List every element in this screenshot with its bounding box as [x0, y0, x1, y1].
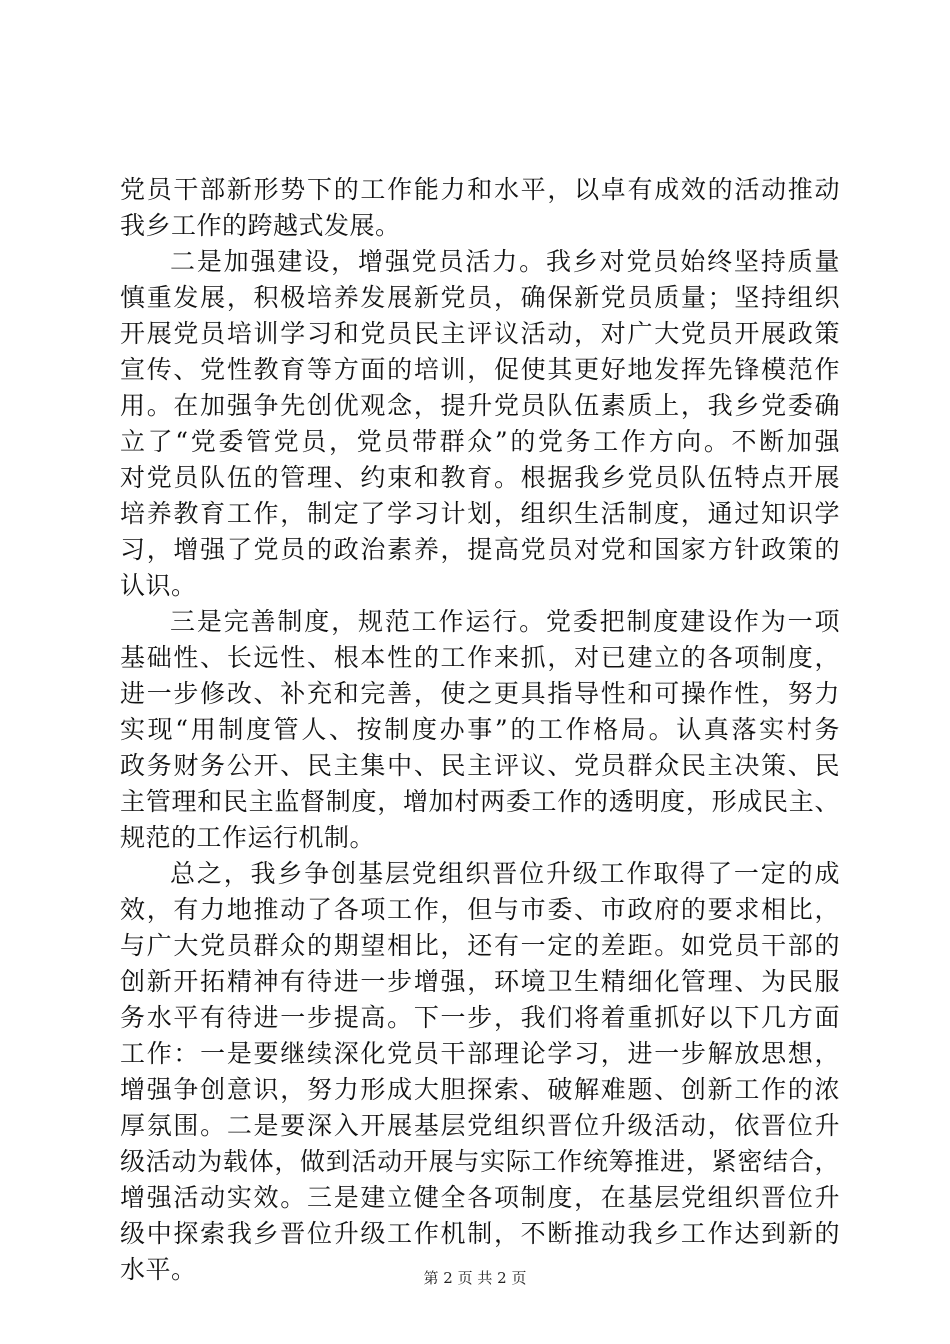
- text-line: 我乡工作的跨越式发展。: [120, 211, 401, 240]
- text-line: 规范的工作运行机制。: [120, 823, 376, 852]
- text-line: 培养教育工作，制定了学习计划，组织生活制度，通过知识学: [120, 499, 840, 528]
- text-line: 二是加强建设，增强党员活力。我乡对党员始终坚持质量: [170, 247, 840, 276]
- text-line: 增强争创意识，努力形成大胆探索、破解难题、创新工作的浓: [120, 1075, 840, 1104]
- text-line: 创新开拓精神有待进一步增强，环境卫生精细化管理、为民服: [120, 967, 840, 996]
- text-line: 主管理和民主监督制度，增加村两委工作的透明度，形成民主、: [120, 787, 840, 816]
- text-line: 开展党员培训学习和党员民主评议活动，对广大党员开展政策: [120, 319, 840, 348]
- text-line: 用。在加强争先创优观念，提升党员队伍素质上，我乡党委确: [120, 391, 840, 420]
- text-line: 实现“用制度管人、按制度办事”的工作格局。认真落实村务: [120, 715, 840, 744]
- text-line: 厚氛围。二是要深入开展基层党组织晋位升级活动，依晋位升: [120, 1111, 840, 1140]
- text-line: 基础性、长远性、根本性的工作来抓，对已建立的各项制度，: [120, 643, 840, 672]
- text-line: 政务财务公开、民主集中、民主评议、党员群众民主决策、民: [120, 751, 840, 780]
- text-line: 认识。: [120, 571, 197, 600]
- document-body: [120, 172, 840, 1288]
- text-line: 党员干部新形势下的工作能力和水平，以卓有成效的活动推动: [120, 175, 840, 204]
- text-line: 进一步修改、补充和完善，使之更具指导性和可操作性，努力: [120, 679, 840, 708]
- text-line: 立了“党委管党员，党员带群众”的党务工作方向。不断加强: [120, 427, 840, 456]
- text-line: 对党员队伍的管理、约束和教育。根据我乡党员队伍特点开展: [120, 463, 840, 492]
- text-line: 宣传、党性教育等方面的培训，促使其更好地发挥先锋模范作: [120, 355, 840, 384]
- text-line: 级活动为载体，做到活动开展与实际工作统筹推进，紧密结合，: [120, 1147, 840, 1176]
- page-footer: 第 2 页 共 2 页: [423, 1269, 527, 1287]
- text-line: 工作：一是要继续深化党员干部理论学习，进一步解放思想，: [120, 1039, 840, 1068]
- text-line: 总之，我乡争创基层党组织晋位升级工作取得了一定的成: [170, 859, 840, 888]
- text-line: 三是完善制度，规范工作运行。党委把制度建设作为一项: [170, 607, 840, 636]
- text-line: 级中探索我乡晋位升级工作机制，不断推动我乡工作达到新的: [120, 1219, 840, 1248]
- text-line: 慎重发展，积极培养发展新党员，确保新党员质量；坚持组织: [120, 283, 840, 312]
- text-line: 与广大党员群众的期望相比，还有一定的差距。如党员干部的: [120, 931, 840, 960]
- text-line: 务水平有待进一步提高。下一步，我们将着重抓好以下几方面: [120, 1003, 840, 1032]
- text-line: 习，增强了党员的政治素养，提高党员对党和国家方针政策的: [120, 535, 840, 564]
- text-line: 效，有力地推动了各项工作，但与市委、市政府的要求相比，: [120, 895, 840, 924]
- text-line: 增强活动实效。三是建立健全各项制度，在基层党组织晋位升: [120, 1183, 840, 1212]
- text-line: 水平。: [120, 1255, 197, 1284]
